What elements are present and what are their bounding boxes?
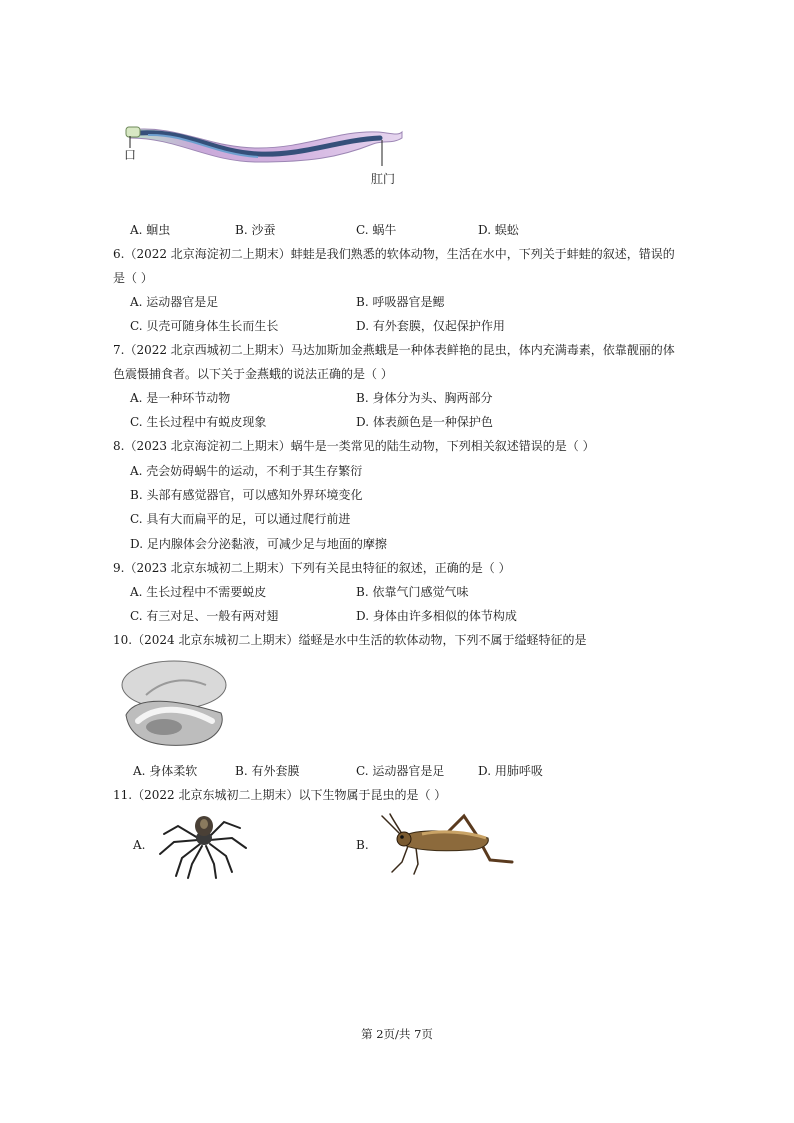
q6-option-d: D. 有外套膜，仅起保护作用	[356, 319, 505, 333]
q6-stem-line1: 6.（2022 北京海淀初二上期末）蚌蛙是我们熟悉的软体动物，生活在水中，下列关于蚌蛙的叙述，错误的	[113, 247, 675, 261]
spider-image	[158, 808, 248, 880]
q6-option-c: C. 贝壳可随身体生长而生长	[130, 319, 279, 333]
q8-option-b: B. 头部有感觉器官，可以感知外界环境变化	[130, 488, 363, 502]
razor-clam-image	[116, 655, 228, 750]
q5-option-b: B. 沙蚕	[235, 223, 276, 237]
q7-option-c: C. 生长过程中有蜕皮现象	[130, 415, 267, 429]
q10-stem-line1: 10.（2024 北京东城初二上期末）缢蛏是水中生活的软体动物，下列不属于缢蛏特征的是	[113, 633, 587, 647]
q5-option-c: C. 蜗牛	[356, 223, 397, 237]
q8-option-d: D. 足内腺体会分泌黏液，可减少足与地面的摩擦	[130, 537, 387, 551]
grasshopper-figure	[378, 812, 514, 876]
q5-option-a: A. 蛔虫	[130, 223, 171, 237]
q8-stem-line1: 8.（2023 北京海淀初二上期末）蜗牛是一类常见的陆生动物，下列相关叙述错误的是（ ）	[113, 439, 595, 453]
q9-option-c: C. 有三对足、一般有两对翅	[130, 609, 279, 623]
q11-stem-line1: 11.（2022 北京东城初二上期末）以下生物属于昆虫的是（ ）	[113, 788, 447, 802]
q6-option-b: B. 呼吸器官是鳃	[356, 295, 445, 309]
q9-option-d: D. 身体由许多相似的体节构成	[356, 609, 517, 623]
q5-option-d: D. 蜈蚣	[478, 223, 519, 237]
q7-stem-line2: 色震慑捕食者。以下关于金燕蛾的说法正确的是（ ）	[113, 367, 393, 381]
q6-stem-line2: 是（ ）	[113, 271, 153, 285]
label-mouth: 口	[124, 148, 137, 162]
q8-option-a: A. 壳会妨碍蜗牛的运动，不利于其生存繁衍	[130, 464, 363, 478]
page-footer: 第 2页/共 7页	[361, 1027, 433, 1041]
q9-stem-line1: 9.（2023 北京东城初二上期末）下列有关昆虫特征的叙述，正确的是（ ）	[113, 561, 511, 575]
razor-clam-figure	[116, 655, 228, 750]
q10-option-d: D. 用肺呼吸	[478, 764, 543, 778]
q9-option-a: A. 生长过程中不需要蜕皮	[130, 585, 267, 599]
q7-option-a: A. 是一种环节动物	[130, 391, 231, 405]
q11-option-a: A.	[133, 838, 146, 852]
q10-option-a: A. 身体柔软	[133, 764, 198, 778]
q8-option-c: C. 具有大而扁平的足，可以通过爬行前进	[130, 512, 351, 526]
q6-option-a: A. 运动器官是足	[130, 295, 219, 309]
q7-stem-line1: 7.（2022 北京西城初二上期末）马达加斯加金燕蛾是一种体表鲜艳的昆虫，体内充满毒素，依靠靓丽的体	[113, 343, 675, 357]
grasshopper-image	[378, 812, 514, 876]
q7-option-d: D. 体表颜色是一种保护色	[356, 415, 493, 429]
q11-option-b: B.	[356, 838, 369, 852]
spider-figure	[158, 808, 248, 880]
q7-option-b: B. 身体分为头、胸两部分	[356, 391, 493, 405]
q10-option-b: B. 有外套膜	[235, 764, 300, 778]
label-anus: 肛门	[371, 172, 396, 186]
q9-option-b: B. 依靠气门感觉气味	[356, 585, 469, 599]
q10-option-c: C. 运动器官是足	[356, 764, 445, 778]
